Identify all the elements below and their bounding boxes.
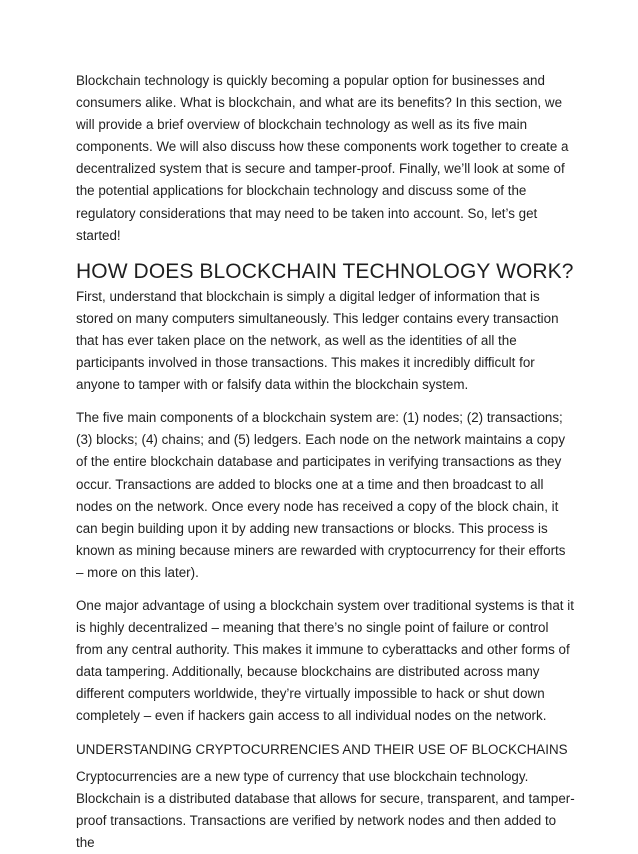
paragraph-decentralization: One major advantage of using a blockchain system over traditional systems is that it is highly decentralized – meaning that there’s no single point of failure or control from any central authority. This makes it immune to cyberattacks and other forms of data tampering. Additionally, because blockchains are distributed across many different computers worldwide, they’re virtually impossible to hack or shut down completely – even if hackers gain access to all individual nodes on the network. (76, 597, 574, 724)
paragraph-components: The five main components of a blockchain system are: (1) nodes; (2) transactions; (3) blocks; (4) chains; and (5) ledgers. Each node on the network maintains a copy of the entire blockchain database and participates in verifying transactions as they occur. Transactions are added to blocks one at a time and then broadcast to all nodes on the network. Once every node has received a copy of the block chain, it can begin building upon it by adding new transactions or blocks. This process is known as mining because miners are rewarded with cryptocurrency for their efforts – more on this later). (76, 410, 566, 580)
intro-paragraph: Blockchain technology is quickly becoming a popular option for businesses and consumers alike. What is blockchain, and what are its benefits? In this section, we will provide a brief overview of blockchain technology as well as its five main components. We will also discuss how these components work together to create a decentralized system that is secure and tamper-proof. Finally, we’ll look at some of the potential applications for blockchain technology and discuss some of the regulatory considerations that may need to be taken into account. So, let’s get started! (76, 73, 569, 243)
document-page (76, 70, 576, 854)
paragraph-cryptocurrencies: Cryptocurrencies are a new type of currency that use blockchain technology. Blockchain is a distributed database that allows for secure, transparent, and tamper-proof transactions. Transactions are verified by network nodes and then added to the (76, 768, 575, 850)
section-heading-cryptocurrencies: UNDERSTANDING CRYPTOCURRENCIES AND THEIR USE OF BLOCKCHAINS (76, 741, 568, 757)
paragraph-ledger: First, understand that blockchain is simply a digital ledger of information that is stored on many computers simultaneously. This ledger contains every transaction that has ever taken place on the network, as well as the identities of all the participants involved in those transactions. This makes it incredibly difficult for anyone to tamper with or falsify data within the blockchain system. (76, 288, 559, 393)
section-heading-blockchain: HOW DOES BLOCKCHAIN TECHNOLOGY WORK? (76, 259, 574, 283)
